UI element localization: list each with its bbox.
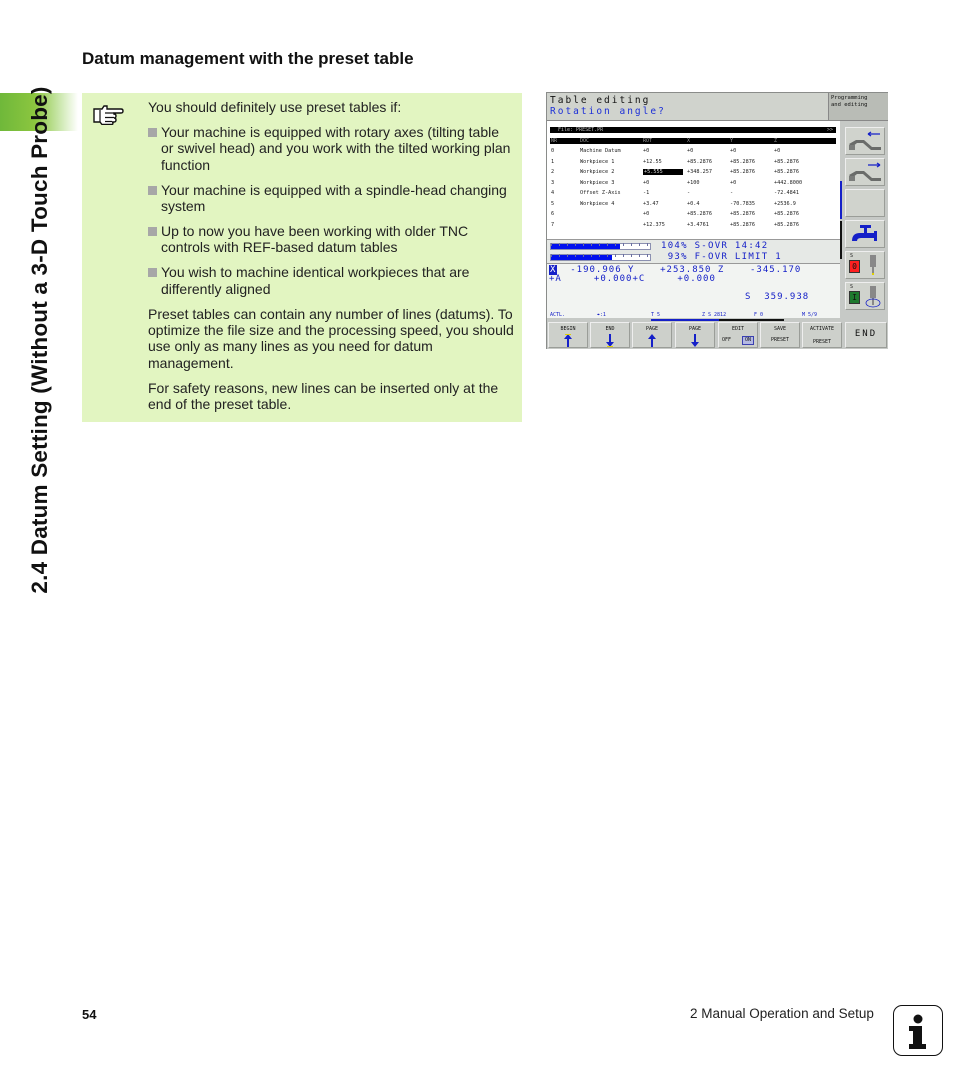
table-row[interactable] (550, 221, 836, 229)
cell: Workpiece 4 (580, 200, 615, 207)
softkey-label: PAGE (645, 326, 659, 332)
arrow-down-icon (690, 334, 700, 347)
cell: +85.2876 (730, 169, 755, 175)
edit-on-off-toggle[interactable] (722, 337, 758, 344)
bullet-text: You wish to machine identical workpieces that are differently aligned (161, 264, 470, 297)
preset-table (547, 121, 840, 239)
position-values: -190.906 Y +253.850 Z -345.170 (557, 265, 802, 275)
cell: +3.4761 (687, 221, 709, 228)
save-preset-softkey[interactable] (760, 322, 800, 348)
page-down-softkey[interactable] (675, 322, 715, 348)
arrow-up-icon (647, 334, 657, 347)
table-row[interactable] (550, 210, 836, 218)
cell: +12.375 (643, 221, 665, 228)
feed-rate: F 0 (754, 312, 764, 318)
cell: -72.4841 (774, 190, 799, 196)
cell: 6 (551, 211, 555, 217)
cell: 2 (551, 169, 555, 175)
note-content (148, 99, 514, 421)
softkey-label: EDIT (731, 326, 745, 332)
cell: +0 (730, 179, 737, 186)
pointing-hand-icon (92, 103, 124, 125)
cell: +0 (687, 148, 694, 154)
note-paragraph: For safety reasons, new lines can be inserted only at the end of the preset table. (148, 379, 499, 413)
cell: 0 (551, 148, 555, 154)
cell: 5 (551, 200, 555, 207)
end-softkey[interactable] (590, 322, 630, 348)
softkey-label: SAVE (773, 326, 787, 332)
column-header: ROT (643, 138, 653, 144)
cell: +85.2876 (774, 169, 799, 175)
table-header (550, 138, 836, 144)
cell: Offset Z-Axis (580, 190, 621, 196)
edit-toggle-softkey[interactable] (718, 322, 758, 348)
chapter-footer-title: 2 Manual Operation and Setup (690, 1006, 874, 1021)
cell: +85.2876 (730, 158, 755, 165)
file-bar (550, 127, 836, 133)
spindle-icon (866, 255, 880, 277)
note-intro: You should definitely use preset tables if: (148, 99, 402, 115)
bullet-text: Your machine is equipped with rotary axes (tilting table or swivel head) and you work with the tilted working plan function (161, 123, 511, 173)
page-up-softkey[interactable] (632, 322, 672, 348)
cell: +0 (774, 148, 781, 154)
bullet-text: Your machine is equipped with a spindle-head changing system (161, 181, 507, 215)
tnc-header-prompt: Rotation angle? (550, 106, 666, 117)
mode-line2: and editing (831, 102, 868, 108)
file-name: File: PRESET.PR (558, 127, 604, 133)
chapter-side-title (0, 0, 80, 640)
cell: +3.47 (643, 200, 659, 207)
spindle-override-bar (550, 243, 651, 250)
position-display (547, 263, 840, 318)
note-bullet (148, 182, 514, 215)
spindle-override-text: 104% S-OVR 14:42 (661, 241, 769, 251)
misc-functions: M 5/9 (802, 312, 818, 318)
tool-move-right-icon (846, 159, 884, 185)
spindle-off-icon: 0 (849, 260, 860, 273)
column-header: DOC (580, 138, 590, 144)
cell: +2536.9 (774, 200, 796, 207)
note-paragraph: Preset tables can contain any number of lines (datums). To optimize the file size and the processing speed, you should use only as many lines as you need for datum management. (148, 305, 514, 371)
table-row[interactable] (550, 179, 836, 187)
cell: - (730, 190, 734, 196)
tnc-header-title: Table editing (550, 95, 651, 106)
table-row-selected[interactable] (550, 168, 836, 176)
softkey-label: ACTIVATE (809, 326, 835, 332)
activate-preset-softkey[interactable] (802, 322, 842, 348)
cell: 3 (551, 179, 555, 186)
table-row[interactable] (550, 147, 836, 155)
override-status (547, 239, 840, 263)
cell: 4 (551, 190, 555, 196)
arrow-down-icon (605, 334, 615, 347)
column-header: X (687, 138, 691, 144)
tool-move-left-softkey[interactable] (845, 127, 885, 155)
cell: -70.7835 (730, 200, 755, 207)
cell: +85.2876 (774, 221, 799, 228)
toggle-off-label: OFF (722, 337, 732, 343)
datum-number: ⌖:1 (597, 312, 606, 318)
cell: +0 (730, 148, 737, 154)
cell: +85.2876 (774, 211, 799, 217)
softkey-label: PAGE (688, 326, 702, 332)
status-info-line (547, 311, 840, 319)
note-bullet (148, 264, 514, 297)
cell: 7 (551, 221, 555, 228)
bullet-text: Up to now you have been working with older TNC controls with REF-based datum tables (161, 222, 469, 256)
spindle-on-softkey[interactable] (845, 282, 885, 310)
cell: +85.2876 (730, 211, 755, 217)
tool-move-right-softkey[interactable] (845, 158, 885, 186)
section-heading: Datum management with the preset table (82, 49, 414, 68)
position-line-2: +A +0.000+C +0.000 (549, 274, 716, 284)
cell: 1 (551, 158, 555, 165)
cell-cursor[interactable]: +5.555 (643, 169, 683, 175)
cell: +100 (687, 179, 700, 186)
cell: +85.2876 (687, 158, 712, 165)
cell: +348.257 (687, 169, 712, 175)
cell: +85.2876 (774, 158, 799, 165)
column-header: NR (551, 138, 558, 144)
softkey-level-indicator (840, 221, 842, 259)
cell: +85.2876 (730, 221, 755, 228)
column-header: Z (774, 138, 778, 144)
cell: +0.4 (687, 200, 700, 207)
page-number: 54 (82, 1007, 97, 1022)
note-bullet (148, 124, 514, 173)
mode-line1: Programming (831, 95, 868, 101)
vertical-softkey-bar (840, 121, 888, 321)
cell: Machine Datum (580, 148, 621, 154)
cell: Workpiece 2 (580, 169, 615, 175)
spindle-on-icon: I (849, 291, 860, 304)
chapter-side-title-text: 2.4 Datum Setting (Without a 3-D Touch Probe) (27, 86, 52, 594)
table-row[interactable] (550, 189, 836, 197)
bullet-square-icon (148, 186, 157, 195)
feed-override-text: 93% F-OVR LIMIT 1 (661, 252, 782, 262)
begin-softkey[interactable] (548, 322, 588, 348)
bar-ticks (551, 243, 650, 246)
coolant-tap-icon (846, 221, 884, 247)
more-columns-indicator[interactable]: >> (826, 127, 833, 133)
feed-override-bar (550, 254, 651, 261)
spindle-rotate-icon (863, 286, 883, 308)
spindle-position: S 359.938 (745, 292, 810, 302)
bullet-square-icon (148, 268, 157, 277)
arrow-up-icon (563, 334, 573, 347)
table-row[interactable] (550, 158, 836, 166)
cell: +442.8000 (774, 179, 803, 186)
spindle-label: S (850, 253, 854, 259)
softkey-label: END (854, 329, 878, 339)
bullet-square-icon (148, 128, 157, 137)
cell: Workpiece 3 (580, 179, 615, 186)
toggle-on-label: ON (742, 336, 754, 345)
tool-move-left-icon (846, 128, 884, 154)
cell: -1 (643, 190, 650, 196)
tool-number: T 5 (651, 312, 661, 318)
softkey-label: END (605, 326, 615, 332)
note-box (82, 93, 522, 422)
info-icon (893, 1005, 943, 1056)
softkey-label: BEGIN (560, 326, 576, 332)
table-row[interactable] (550, 200, 836, 208)
end-exit-softkey[interactable] (845, 322, 887, 348)
cell: +0 (643, 148, 650, 154)
cell: +0 (643, 179, 650, 186)
spindle-off-softkey[interactable] (845, 251, 885, 279)
column-header: Y (730, 138, 734, 144)
softkey-label: PRESET (812, 339, 832, 345)
note-bullet (148, 223, 514, 256)
tool-axis-speed: Z S 2812 (702, 312, 727, 318)
coolant-softkey[interactable] (845, 220, 885, 248)
active-axis: X (550, 265, 557, 275)
cell: +12.55 (643, 158, 662, 165)
bullet-square-icon (148, 227, 157, 236)
softkey-label: PRESET (770, 337, 790, 343)
tnc-header (547, 93, 828, 121)
tnc-mode-indicator[interactable] (828, 93, 888, 121)
softkey-level-indicator (840, 181, 842, 219)
spindle-label: S (850, 284, 854, 290)
bar-ticks (551, 254, 650, 257)
display-mode: ACTL. (550, 312, 566, 318)
cell: +0 (643, 211, 650, 217)
cell: +85.2876 (687, 211, 712, 217)
cell: Workpiece 1 (580, 158, 615, 165)
softkey-bar (547, 321, 888, 349)
cell: - (687, 190, 691, 196)
empty-softkey[interactable] (845, 189, 885, 217)
tnc-screenshot (546, 92, 888, 349)
